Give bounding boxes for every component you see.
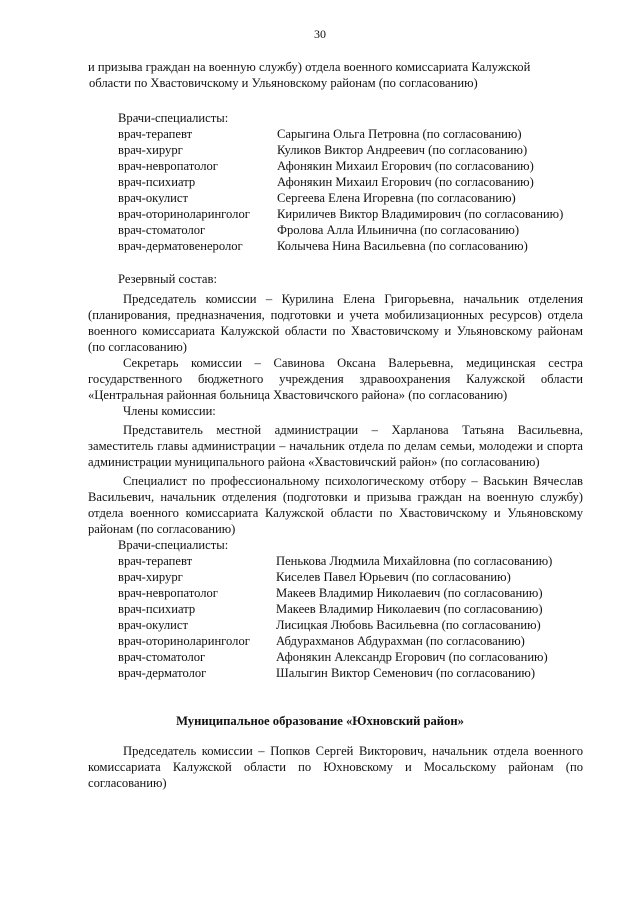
specialist-row xyxy=(118,665,583,681)
specialist-role: врач-невропатолог xyxy=(118,159,218,173)
specialist-role: врач-окулист xyxy=(118,618,188,632)
specialist-name: Сарыгина Ольга Петровна (по согласованию) xyxy=(277,127,522,141)
specialist-role: врач-дерматолог xyxy=(118,666,207,680)
specialist-role: врач-окулист xyxy=(118,191,188,205)
specialist-name: Пенькова Людмила Михайловна (по согласованию) xyxy=(276,554,553,568)
intro-line: и призыва граждан на военную службу) отдела военного комиссариата Калужской xyxy=(88,60,531,74)
specialist-row xyxy=(118,601,583,617)
intro-paragraph xyxy=(88,59,583,91)
intro-line: области по Хвастовичскому и Ульяновскому районам (по согласованию) xyxy=(89,76,478,90)
specialist-name: Колычева Нина Васильевна (по согласованию) xyxy=(277,239,528,253)
specialist-name: Киселев Павел Юрьевич (по согласованию) xyxy=(276,570,511,584)
reserve-label: Резервный состав: xyxy=(118,272,217,286)
specialist-role: врач-терапевт xyxy=(118,554,193,568)
specialist-row xyxy=(118,222,598,238)
page-number: 30 xyxy=(314,27,326,41)
specialist-role: врач-психиатр xyxy=(118,175,196,189)
specialist-role: врач-оториноларинголог xyxy=(118,634,250,648)
specialists-list xyxy=(118,126,598,254)
specialist-row xyxy=(118,126,598,142)
specialist-name: Макеев Владимир Николаевич (по согласованию) xyxy=(276,602,543,616)
specialist-row xyxy=(118,206,598,222)
specialist-name: Фролова Алла Ильинична (по согласованию) xyxy=(277,223,520,237)
specialist-role: врач-хирург xyxy=(118,143,183,157)
specialist-row xyxy=(118,142,598,158)
specialist-row xyxy=(118,633,583,649)
specialist-role: врач-хирург xyxy=(118,570,183,584)
specialist-role: врач-стоматолог xyxy=(118,650,206,664)
section-heading: Муниципальное образование «Юхновский район» xyxy=(176,714,464,728)
specialist-role: врач-психиатр xyxy=(118,602,196,616)
section-chair xyxy=(88,743,583,791)
reserve-secretary: Секретарь комиссии – Савинова Оксана Валерьевна, медицинская сестра государственного бюджетного учреждения здравоохранения Калужской области «Центральная районная больница Хвастовичского района» (по согласованию) xyxy=(88,356,583,402)
reserve-chair: Председатель комиссии – Курилина Елена Григорьевна, начальник отделения (планирования, предназначения, подготовки и учета мобилизационных ресурсов) отдела военного комиссариата Калужской области по Хвастовичскому и Ульяновскому районам (по согласованию) xyxy=(88,292,583,354)
member-psych-specialist: Специалист по профессиональному психологическому отбору – Васькин Вячеслав Васильевич, начальник отделения (подготовки и призыва граждан на военную службу) отдела военного комиссариата Калужской области по Хвастовичскому и Ульяновскому районам (по согласованию) xyxy=(88,474,583,536)
specialist-row xyxy=(118,617,583,633)
specialist-name: Афонякин Михаил Егорович (по согласованию) xyxy=(277,159,534,173)
specialist-name: Кириличев Виктор Владимирович (по согласованию) xyxy=(277,207,564,221)
reserve-specialists-list xyxy=(88,553,583,681)
members-label: Члены комиссии: xyxy=(123,404,216,418)
specialist-role: врач-стоматолог xyxy=(118,223,206,237)
specialist-row xyxy=(118,190,598,206)
specialist-name: Лисицкая Любовь Васильевна (по согласованию) xyxy=(276,618,541,632)
specialist-row xyxy=(118,174,598,190)
specialist-role: врач-оториноларинголог xyxy=(118,207,250,221)
specialist-name: Сергеева Елена Игоревна (по согласованию) xyxy=(277,191,516,205)
specialist-name: Афонякин Михаил Егорович (по согласованию) xyxy=(277,175,534,189)
specialist-row xyxy=(118,569,583,585)
specialist-name: Куликов Виктор Андреевич (по согласованию) xyxy=(277,143,528,157)
specialist-row xyxy=(118,553,583,569)
reserve-specialists-label: Врачи-специалисты: xyxy=(118,538,229,552)
main-specialists xyxy=(118,110,598,254)
specialist-row xyxy=(118,649,583,665)
specialist-role: врач-невропатолог xyxy=(118,586,218,600)
section-chair-text: Председатель комиссии – Попков Сергей Викторович, начальник отдела военного комиссариата Калужской области по Юхновскому и Мосальскому районам (по согласованию) xyxy=(88,744,583,790)
specialist-row xyxy=(118,238,598,254)
specialist-name: Абдурахманов Абдурахман (по согласованию) xyxy=(276,634,525,648)
specialist-name: Афонякин Александр Егорович (по согласованию) xyxy=(276,650,548,664)
specialist-row xyxy=(118,158,598,174)
specialist-name: Шалыгин Виктор Семенович (по согласованию) xyxy=(276,666,536,680)
specialist-name: Макеев Владимир Николаевич (по согласованию) xyxy=(276,586,543,600)
specialist-row xyxy=(118,585,583,601)
specialist-role: врач-терапевт xyxy=(118,127,193,141)
reserve-section xyxy=(88,271,583,681)
specialist-role: врач-дерматовенеролог xyxy=(118,239,243,253)
specialists-label: Врачи-специалисты: xyxy=(118,111,229,125)
member-local-admin: Представитель местной администрации – Харланова Татьяна Васильевна, заместитель главы администрации – начальник отдела по делам семьи, молодежи и спорта администрации муниципального района «Хвастовичский район» (по согласованию) xyxy=(88,423,583,469)
